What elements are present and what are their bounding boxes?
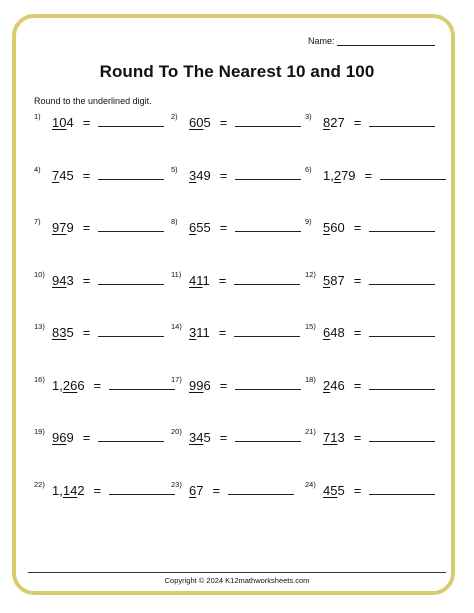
answer-blank[interactable] xyxy=(234,324,300,337)
equals-sign: = xyxy=(82,167,91,183)
value-suffix: 11 xyxy=(196,325,210,340)
problem-expression xyxy=(305,324,435,340)
problem-number: 21) xyxy=(305,427,316,436)
problem-value xyxy=(323,168,356,183)
value-suffix: 46 xyxy=(330,377,345,393)
equals-sign: = xyxy=(353,430,362,445)
answer-blank[interactable] xyxy=(369,324,435,337)
problem-item xyxy=(171,270,305,300)
problem-grid xyxy=(34,112,444,532)
equals-sign: = xyxy=(219,430,228,445)
value-suffix: 5 xyxy=(203,430,211,445)
problem-expression xyxy=(305,219,435,235)
value-suffix: 9 xyxy=(66,430,74,445)
answer-blank[interactable] xyxy=(235,114,301,127)
underlined-digit: 6 xyxy=(323,325,331,340)
problem-value xyxy=(323,483,345,498)
problem-expression xyxy=(171,114,301,130)
problem-number: 18) xyxy=(305,374,316,384)
underlined-digit: 97 xyxy=(52,220,67,235)
problem-expression xyxy=(34,164,164,183)
value-suffix: 27 xyxy=(330,115,345,130)
equals-sign: = xyxy=(353,272,362,288)
answer-blank[interactable] xyxy=(369,429,435,442)
problem-value xyxy=(189,378,211,393)
problem-number: 6) xyxy=(305,164,312,174)
underlined-digit: 14 xyxy=(62,482,78,498)
problem-item xyxy=(171,427,305,457)
problem-value xyxy=(52,430,74,445)
equals-sign: = xyxy=(353,220,362,235)
value-suffix: 45 xyxy=(59,167,74,183)
problem-value xyxy=(189,220,211,235)
underlined-digit: 34 xyxy=(189,430,204,445)
problem-value xyxy=(52,325,74,340)
problem-number: 17) xyxy=(171,374,182,384)
problem-value xyxy=(52,273,74,288)
value-suffix: 6 xyxy=(203,377,211,393)
problem-expression xyxy=(305,429,435,445)
problem-value xyxy=(52,483,85,498)
problem-expression xyxy=(171,479,294,498)
problem-number: 1) xyxy=(34,112,41,121)
problem-number: 13) xyxy=(34,322,45,331)
problem-number: 20) xyxy=(171,427,182,436)
problem-value xyxy=(52,378,85,393)
problem-value xyxy=(323,273,345,288)
problem-item xyxy=(305,112,444,142)
answer-blank[interactable] xyxy=(98,272,164,285)
problem-expression xyxy=(305,164,446,183)
problem-number: 4) xyxy=(34,164,41,174)
problem-item xyxy=(34,375,171,405)
answer-blank[interactable] xyxy=(235,377,301,390)
value-suffix: 49 xyxy=(196,167,211,183)
answer-blank[interactable] xyxy=(369,219,435,232)
problem-item xyxy=(305,375,444,405)
problem-item xyxy=(305,427,444,457)
equals-sign: = xyxy=(353,325,362,340)
problem-number: 19) xyxy=(34,427,45,436)
equals-sign: = xyxy=(82,115,91,130)
answer-blank[interactable] xyxy=(369,114,435,127)
value-suffix: 2 xyxy=(77,482,85,498)
value-prefix: 1, xyxy=(52,482,63,498)
underlined-digit: 83 xyxy=(52,325,67,340)
value-prefix: 1, xyxy=(323,167,334,183)
equals-sign: = xyxy=(212,482,221,498)
problem-number: 23) xyxy=(171,479,182,489)
problem-number: 24) xyxy=(305,479,316,489)
underlined-digit: 3 xyxy=(189,167,197,183)
value-suffix: 60 xyxy=(330,220,345,235)
answer-blank[interactable] xyxy=(369,272,435,285)
problem-number: 12) xyxy=(305,269,316,279)
underlined-digit: 5 xyxy=(323,220,331,235)
problem-item xyxy=(305,217,444,247)
problem-number: 14) xyxy=(171,322,182,331)
answer-blank[interactable] xyxy=(228,482,294,495)
problem-expression xyxy=(34,269,164,288)
equals-sign: = xyxy=(219,377,228,393)
problem-number: 11) xyxy=(171,269,182,279)
equals-sign: = xyxy=(218,325,227,340)
problem-expression xyxy=(34,114,164,130)
problem-expression xyxy=(34,219,164,235)
problem-item xyxy=(305,165,444,195)
problem-item xyxy=(171,322,305,352)
problem-value xyxy=(323,220,345,235)
equals-sign: = xyxy=(219,220,228,235)
underlined-digit: 7 xyxy=(52,167,60,183)
problem-number: 10) xyxy=(34,269,45,279)
equals-sign: = xyxy=(82,430,91,445)
problem-expression xyxy=(171,429,301,445)
problem-value xyxy=(189,325,210,340)
equals-sign: = xyxy=(82,325,91,340)
footer-divider xyxy=(28,572,446,573)
problem-item xyxy=(34,217,171,247)
problem-number: 2) xyxy=(171,112,178,121)
equals-sign: = xyxy=(82,220,91,235)
value-suffix: 4 xyxy=(66,115,74,130)
equals-sign: = xyxy=(353,482,362,498)
equals-sign: = xyxy=(218,272,227,288)
problem-expression xyxy=(34,479,175,498)
answer-blank[interactable] xyxy=(234,272,300,285)
copyright-text: Copyright © 2024 K12mathworksheets.com xyxy=(164,576,310,585)
problem-expression xyxy=(171,164,301,183)
problem-value xyxy=(52,220,74,235)
value-suffix: 79 xyxy=(341,167,356,183)
underlined-digit: 2 xyxy=(333,167,342,183)
worksheet-title: Round To The Nearest 10 and 100 xyxy=(99,62,375,81)
answer-blank[interactable] xyxy=(98,219,164,232)
problem-item xyxy=(34,427,171,457)
equals-sign: = xyxy=(219,115,228,130)
answer-blank[interactable] xyxy=(380,167,446,180)
problem-item xyxy=(34,270,171,300)
underlined-digit: 99 xyxy=(189,377,204,393)
problem-item xyxy=(305,270,444,300)
problem-expression xyxy=(305,114,435,130)
problem-expression xyxy=(171,219,301,235)
problem-item xyxy=(171,480,305,510)
problem-item xyxy=(34,322,171,352)
problem-value xyxy=(323,378,345,393)
problem-expression xyxy=(171,269,300,288)
problem-value xyxy=(189,430,211,445)
equals-sign: = xyxy=(93,482,102,498)
value-suffix: 1 xyxy=(202,272,210,288)
underlined-digit: 6 xyxy=(189,482,197,498)
problem-expression xyxy=(305,269,435,288)
problem-value xyxy=(189,273,210,288)
problem-item xyxy=(305,480,444,510)
answer-blank[interactable] xyxy=(235,429,301,442)
underlined-digit: 45 xyxy=(323,482,338,498)
problem-expression xyxy=(305,479,435,498)
name-blank[interactable] xyxy=(337,36,435,46)
value-suffix: 5 xyxy=(337,482,345,498)
value-suffix: 9 xyxy=(66,220,74,235)
value-suffix: 55 xyxy=(196,220,211,235)
problem-expression xyxy=(171,324,300,340)
problem-item xyxy=(171,165,305,195)
answer-blank[interactable] xyxy=(109,482,175,495)
value-suffix: 7 xyxy=(196,482,204,498)
value-suffix: 3 xyxy=(66,272,74,288)
name-field xyxy=(308,36,435,46)
underlined-digit: 26 xyxy=(62,377,78,393)
problem-expression xyxy=(171,374,301,393)
problem-value xyxy=(189,483,203,498)
problem-number: 9) xyxy=(305,217,312,226)
answer-blank[interactable] xyxy=(369,482,435,495)
problem-value xyxy=(52,115,74,130)
equals-sign: = xyxy=(93,377,102,393)
problem-value xyxy=(52,168,74,183)
problem-expression xyxy=(305,374,435,393)
answer-blank[interactable] xyxy=(98,167,164,180)
equals-sign: = xyxy=(353,115,362,130)
answer-blank[interactable] xyxy=(98,429,164,442)
instructions: Round to the underlined digit. xyxy=(34,96,152,106)
problem-number: 16) xyxy=(34,374,45,384)
underlined-digit: 6 xyxy=(189,220,197,235)
problem-item xyxy=(305,322,444,352)
answer-blank[interactable] xyxy=(235,219,301,232)
problem-number: 7) xyxy=(34,217,41,226)
underlined-digit: 5 xyxy=(323,272,331,288)
answer-blank[interactable] xyxy=(369,377,435,390)
problem-number: 22) xyxy=(34,479,45,489)
problem-number: 5) xyxy=(171,164,178,174)
underlined-digit: 8 xyxy=(323,115,331,130)
value-suffix: 48 xyxy=(330,325,345,340)
name-label: Name: xyxy=(308,36,335,46)
problem-item xyxy=(34,112,171,142)
underlined-digit: 60 xyxy=(189,115,204,130)
equals-sign: = xyxy=(364,167,373,183)
value-suffix: 5 xyxy=(203,115,211,130)
problem-item xyxy=(34,480,171,510)
value-prefix: 1, xyxy=(52,377,63,393)
problem-expression xyxy=(34,429,164,445)
problem-item xyxy=(171,375,305,405)
underlined-digit: 71 xyxy=(323,430,338,445)
underlined-digit: 10 xyxy=(52,115,67,130)
problem-expression xyxy=(34,324,164,340)
underlined-digit: 41 xyxy=(189,272,203,288)
answer-blank[interactable] xyxy=(235,167,301,180)
problem-number: 3) xyxy=(305,112,312,121)
equals-sign: = xyxy=(219,167,228,183)
underlined-digit: 96 xyxy=(52,430,67,445)
underlined-digit: 2 xyxy=(323,377,331,393)
problem-number: 8) xyxy=(171,217,178,226)
value-suffix: 3 xyxy=(337,430,345,445)
equals-sign: = xyxy=(353,377,362,393)
answer-blank[interactable] xyxy=(98,324,164,337)
problem-value xyxy=(323,325,345,340)
problem-item xyxy=(171,217,305,247)
problem-item xyxy=(34,165,171,195)
underlined-digit: 3 xyxy=(189,325,197,340)
value-suffix: 87 xyxy=(330,272,345,288)
value-suffix: 6 xyxy=(77,377,85,393)
problem-value xyxy=(323,430,345,445)
problem-expression xyxy=(34,374,175,393)
problem-value xyxy=(323,115,345,130)
answer-blank[interactable] xyxy=(98,114,164,127)
equals-sign: = xyxy=(82,272,91,288)
problem-item xyxy=(171,112,305,142)
answer-blank[interactable] xyxy=(109,377,175,390)
underlined-digit: 94 xyxy=(52,272,67,288)
value-suffix: 5 xyxy=(66,325,74,340)
problem-number: 15) xyxy=(305,322,316,331)
problem-value xyxy=(189,168,211,183)
problem-value xyxy=(189,115,211,130)
